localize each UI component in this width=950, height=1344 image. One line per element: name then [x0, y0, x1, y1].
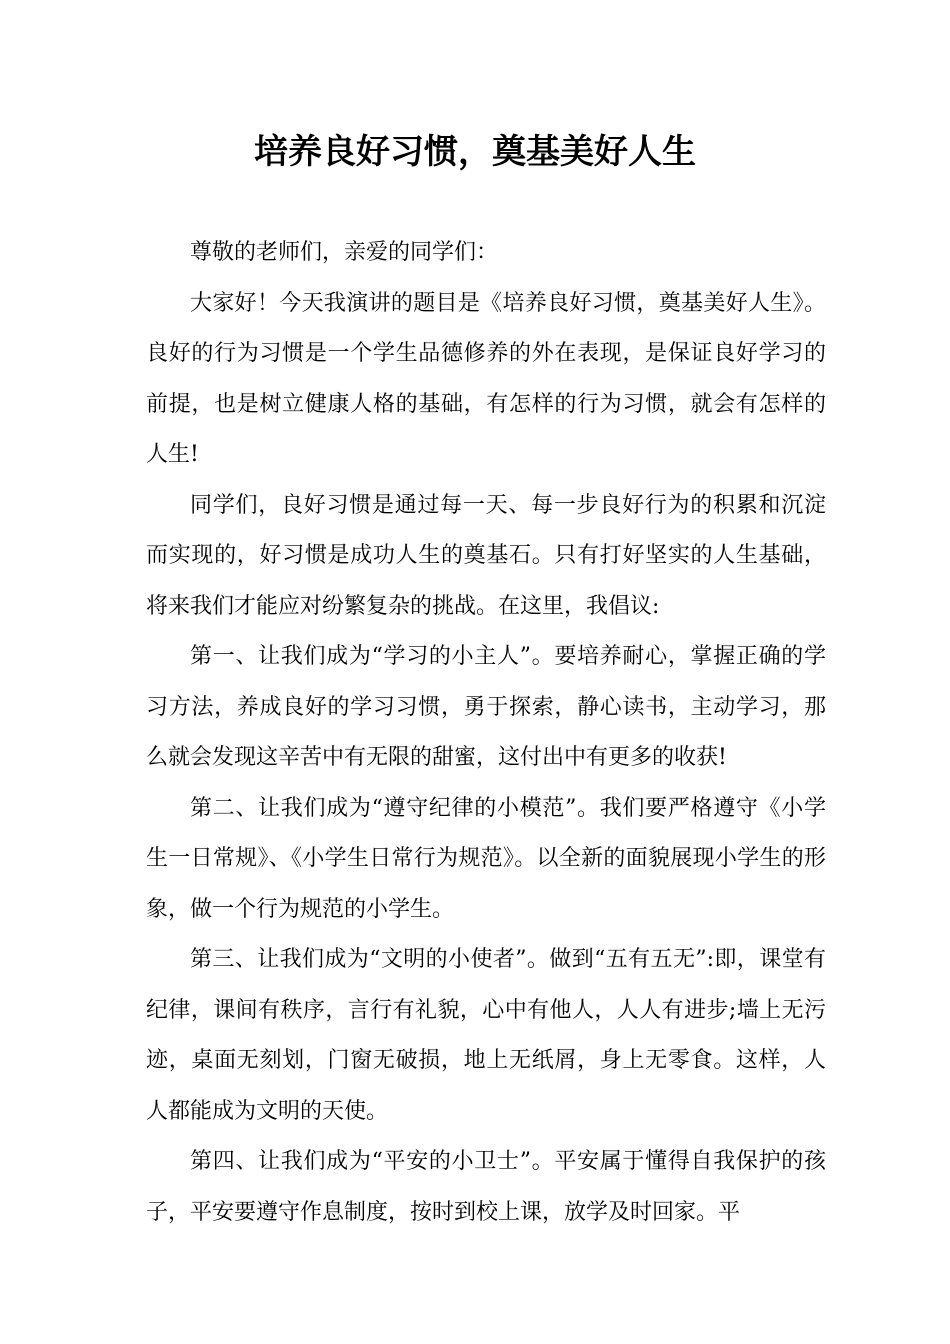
- point-three-paragraph: 第三、让我们成为“文明的小使者”。做到“五有五无”:即，课堂有纪律，课间有秩序，言行有礼貌，心中有他人，人人有进步;墙上无污迹，桌面无刻划，门窗无破损，地上无纸屑，身上无零食。这样，人人都能成为文明的天使。: [146, 947, 826, 1124]
- document-body: [146, 228, 826, 1238]
- salutation-paragraph: 尊敬的老师们，亲爱的同学们：: [190, 240, 499, 265]
- point-one-paragraph: 第一、让我们成为“学习的小主人”。要培养耐心，掌握正确的学习方法，养成良好的学习习惯，勇于探索，静心读书，主动学习，那么就会发现这辛苦中有无限的甜蜜，这付出中有更多的收获!: [146, 644, 826, 770]
- point-four-paragraph: 第四、让我们成为“平安的小卫士”。平安属于懂得自我保护的孩子，平安要遵守作息制度，按时到校上课，放学及时回家。平: [146, 1149, 826, 1225]
- point-two-paragraph: 第二、让我们成为“遵守纪律的小模范”。我们要严格遵守《小学生一日常规》、《小学生日常行为规范》。以全新的面貌展现小学生的形象，做一个行为规范的小学生。: [146, 795, 826, 922]
- document-title: 培养良好习惯，奠基美好人生: [254, 132, 696, 172]
- intro-paragraph: 大家好！今天我演讲的题目是《培养良好习惯，奠基美好人生》。良好的行为习惯是一个学生品德修养的外在表现，是保证良好学习的前提，也是树立健康人格的基础，有怎样的行为习惯，就会有怎样的人生!: [146, 290, 826, 467]
- proposal-paragraph: 同学们，良好习惯是通过每一天、每一步良好行为的积累和沉淀而实现的，好习惯是成功人生的奠基石。只有打好坚实的人生基础，将来我们才能应对纷繁复杂的挑战。在这里，我倡议:: [146, 492, 826, 619]
